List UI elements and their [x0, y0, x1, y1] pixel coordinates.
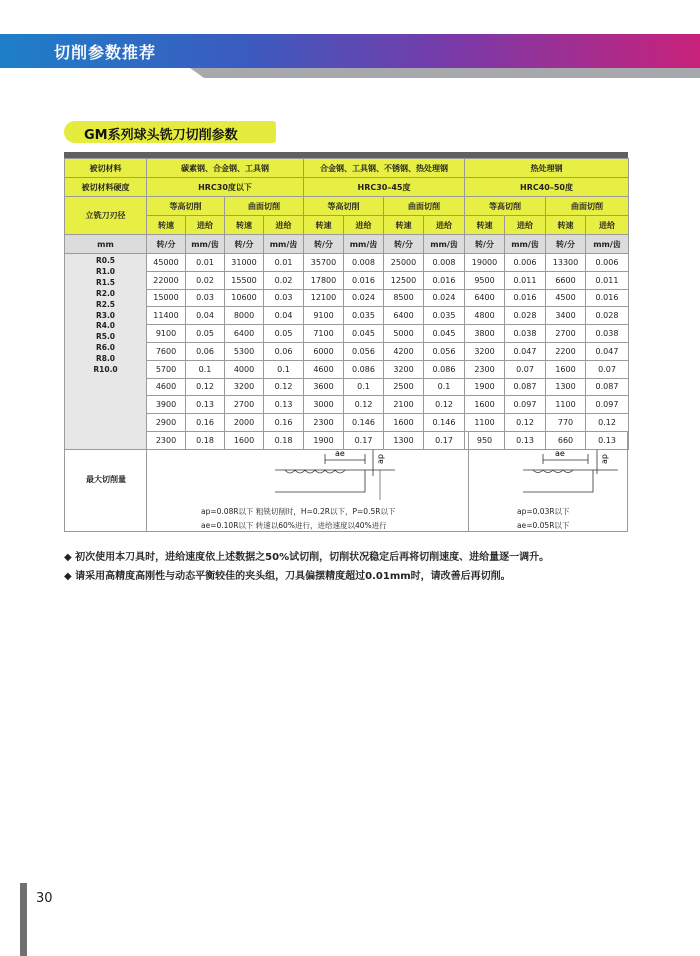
table-cell: 0.01	[264, 254, 304, 272]
table-cell: 0.056	[424, 342, 465, 360]
section-title-pill	[64, 121, 276, 143]
speed-unit: 转/分	[384, 235, 424, 254]
table-row	[65, 271, 629, 289]
speed-unit: 转/分	[225, 235, 264, 254]
radius-label: R6.0	[95, 343, 116, 353]
table-cell: 0.011	[586, 271, 629, 289]
table-cell: 31000	[225, 254, 264, 272]
table-cell: 3800	[465, 325, 505, 343]
table-cell: 0.12	[264, 378, 304, 396]
group-2-hardness: HRC30–45度	[304, 178, 465, 197]
table-cell: 22000	[147, 271, 186, 289]
speed-header: 转速	[465, 216, 505, 235]
table-cell: 1600	[225, 431, 264, 449]
table-cell: 0.12	[186, 378, 225, 396]
table-cell: 0.07	[505, 360, 546, 378]
table-cell: 0.12	[344, 396, 384, 414]
table-cell: 660	[546, 431, 586, 449]
table-cell: 5000	[384, 325, 424, 343]
table-cell: 2700	[225, 396, 264, 414]
table-cell: 4200	[384, 342, 424, 360]
feed-unit: mm/齿	[586, 235, 629, 254]
label-material: 被切材料	[65, 159, 147, 178]
table-cell: 9100	[304, 307, 344, 325]
table-cell: 0.1	[186, 360, 225, 378]
max-cut-note-left-1: ap=0.08R以下 粗铣切削时，H=0.2R以下，P=0.5R以下	[201, 507, 396, 516]
ap-label: ap	[376, 454, 385, 464]
radius-label: R2.5	[95, 299, 116, 309]
table-cell: 0.03	[264, 289, 304, 307]
table-cell: 2500	[384, 378, 424, 396]
table-cell: 2300	[147, 431, 186, 449]
table-cell: 15000	[147, 289, 186, 307]
feed-header: 进给	[586, 216, 629, 235]
radius-label: R4.0	[95, 321, 116, 331]
table-cell: 0.087	[505, 378, 546, 396]
max-cut-section	[64, 432, 628, 532]
table-row	[65, 307, 629, 325]
table-cell: 12500	[384, 271, 424, 289]
ball-end-cut-diagram-left	[255, 440, 405, 510]
table-cell: 0.12	[505, 414, 546, 432]
usage-notes	[64, 548, 549, 586]
table-cell: 0.006	[586, 254, 629, 272]
feed-header: 进给	[344, 216, 384, 235]
table-cell: 9500	[465, 271, 505, 289]
table-cell: 0.045	[344, 325, 384, 343]
table-cell: 0.047	[586, 342, 629, 360]
table-cell: 0.038	[586, 325, 629, 343]
radius-label: R0.5	[95, 256, 116, 265]
table-cell: 0.047	[505, 342, 546, 360]
table-cell: 3600	[304, 378, 344, 396]
table-cell: 6000	[304, 342, 344, 360]
group-1-hardness: HRC30度以下	[147, 178, 304, 197]
table-cell: 0.016	[505, 289, 546, 307]
label-hardness: 被切材料硬度	[65, 178, 147, 197]
table-cell: 0.008	[344, 254, 384, 272]
table-cell: 4000	[225, 360, 264, 378]
table-cell: 0.16	[186, 414, 225, 432]
radius-label: R2.0	[95, 288, 116, 298]
usage-note: ◆ 初次使用本刀具时，进给速度依上述数据之50%试切削，切削状况稳定后再将切削速度、进给量逐一调升。	[64, 552, 550, 563]
mode-contour: 等高切削	[304, 197, 384, 216]
table-cell: 2100	[384, 396, 424, 414]
table-cell: 1600	[384, 414, 424, 432]
table-cell: 4500	[546, 289, 586, 307]
table-cell: 45000	[147, 254, 186, 272]
mode-contour: 等高切削	[147, 197, 225, 216]
table-cell: 3200	[225, 378, 264, 396]
table-cell: 0.05	[264, 325, 304, 343]
table-cell: 0.097	[505, 396, 546, 414]
table-cell: 3200	[465, 342, 505, 360]
feed-header: 进给	[505, 216, 546, 235]
table-cell: 0.12	[424, 396, 465, 414]
table-cell: 1900	[304, 431, 344, 449]
table-cell: 0.13	[186, 396, 225, 414]
table-cell: 0.038	[505, 325, 546, 343]
table-cell: 950	[465, 431, 505, 449]
table-cell: 3000	[304, 396, 344, 414]
group-1-material: 碳素钢、合金钢、工具钢	[147, 159, 304, 178]
feed-unit: mm/齿	[186, 235, 225, 254]
max-cut-label-cell	[65, 432, 147, 532]
table-cell: 0.006	[505, 254, 546, 272]
table-cell: 1300	[384, 431, 424, 449]
table-cell: 3900	[147, 396, 186, 414]
table-cell: 0.12	[586, 414, 629, 432]
table-cell: 0.17	[344, 431, 384, 449]
table-cell: 0.04	[186, 307, 225, 325]
table-cell: 25000	[384, 254, 424, 272]
table-cell: 0.097	[586, 396, 629, 414]
table-cell: 5300	[225, 342, 264, 360]
table-cell: 11400	[147, 307, 186, 325]
table-cell: 0.087	[586, 378, 629, 396]
table-cell: 0.17	[424, 431, 465, 449]
ap-label: ap	[600, 454, 609, 464]
label-diameter: 立铣刀刃径	[65, 197, 147, 235]
cutting-parameter-table	[64, 152, 628, 450]
speed-unit: 转/分	[465, 235, 505, 254]
feed-header: 进给	[264, 216, 304, 235]
table-cell: 13300	[546, 254, 586, 272]
table-cell: 0.035	[344, 307, 384, 325]
table-cell: 0.008	[424, 254, 465, 272]
table-row	[65, 396, 629, 414]
table-cell: 0.02	[264, 271, 304, 289]
ae-label: ae	[555, 449, 565, 458]
table-cell: 6400	[465, 289, 505, 307]
max-cut-note-right-2: ae=0.05R以下	[517, 521, 570, 530]
table-cell: 6600	[546, 271, 586, 289]
table-cell: 770	[546, 414, 586, 432]
group-3-hardness: HRC40–50度	[465, 178, 629, 197]
table-cell: 3400	[546, 307, 586, 325]
feed-unit: mm/齿	[424, 235, 465, 254]
max-cut-note-right-1: ap=0.03R以下	[517, 507, 570, 516]
ae-label: ae	[335, 449, 345, 458]
table-cell: 0.086	[344, 360, 384, 378]
table-cell: 0.024	[344, 289, 384, 307]
table-cell: 2300	[465, 360, 505, 378]
max-cut-divider	[468, 432, 469, 532]
table-cell: 0.146	[424, 414, 465, 432]
table-cell: 0.1	[264, 360, 304, 378]
table-cell: 0.016	[344, 271, 384, 289]
table-cell: 12100	[304, 289, 344, 307]
table-row	[65, 325, 629, 343]
table-cell: 0.03	[186, 289, 225, 307]
table-cell: 5700	[147, 360, 186, 378]
usage-note: ◆ 请采用高精度高刚性与动态平衡较佳的夹头组，刀具偏摆精度超过0.01mm时，请改善后再切削。	[64, 571, 511, 582]
max-cut-note-left-2: ae=0.10R以下 转速以60%进行，进给速度以40%进行	[201, 521, 387, 530]
mode-surface: 曲面切削	[546, 197, 629, 216]
table-cell: 8000	[225, 307, 264, 325]
feed-header: 进给	[424, 216, 465, 235]
radius-label: R10.0	[93, 365, 118, 375]
speed-unit: 转/分	[304, 235, 344, 254]
group-2-material: 合金钢、工具钢、不锈钢、热处理钢	[304, 159, 465, 178]
table-row	[65, 289, 629, 307]
feed-unit: mm/齿	[505, 235, 546, 254]
table-cell: 0.011	[505, 271, 546, 289]
table-cell: 0.13	[505, 431, 546, 449]
table-cell: 0.016	[586, 289, 629, 307]
feed-unit: mm/齿	[344, 235, 384, 254]
page-number: 30	[36, 891, 53, 906]
mode-surface: 曲面切削	[384, 197, 465, 216]
max-cut-label: 最大切削量	[86, 475, 126, 484]
table-cell: 0.01	[186, 254, 225, 272]
table-row	[65, 378, 629, 396]
table-cell: 2300	[304, 414, 344, 432]
speed-header: 转速	[546, 216, 586, 235]
table-cell: 0.04	[264, 307, 304, 325]
mode-contour: 等高切削	[465, 197, 546, 216]
radius-label: R3.0	[95, 310, 116, 320]
table-cell: 7100	[304, 325, 344, 343]
header-title: 切削参数推荐	[54, 43, 157, 62]
table-cell: 1600	[546, 360, 586, 378]
table-cell: 2000	[225, 414, 264, 432]
table-cell: 0.028	[586, 307, 629, 325]
radius-label: R8.0	[95, 354, 116, 364]
table-cell: 0.1	[424, 378, 465, 396]
table-cell: 0.146	[344, 414, 384, 432]
table-cell: 8500	[384, 289, 424, 307]
table-cell: 2700	[546, 325, 586, 343]
table-cell: 1600	[465, 396, 505, 414]
table-cell: 0.024	[424, 289, 465, 307]
speed-unit: 转/分	[546, 235, 586, 254]
table-cell: 2900	[147, 414, 186, 432]
mode-surface: 曲面切削	[225, 197, 304, 216]
table-row	[65, 254, 629, 272]
table-cell: 0.05	[186, 325, 225, 343]
table-cell: 4600	[304, 360, 344, 378]
table-row	[65, 414, 629, 432]
table-cell: 0.07	[586, 360, 629, 378]
table-cell: 4600	[147, 378, 186, 396]
table-cell: 1100	[546, 396, 586, 414]
table-cell: 9100	[147, 325, 186, 343]
table-cell: 0.016	[424, 271, 465, 289]
table-cell: 2200	[546, 342, 586, 360]
radius-label: R5.0	[95, 332, 116, 342]
speed-unit: 转/分	[147, 235, 186, 254]
ball-end-cut-diagram-right	[513, 440, 623, 510]
header-band	[0, 34, 700, 68]
radius-list	[65, 254, 147, 450]
table-cell: 0.13	[264, 396, 304, 414]
table-cell: 0.035	[424, 307, 465, 325]
table-cell: 7600	[147, 342, 186, 360]
table-cell: 0.02	[186, 271, 225, 289]
page-edge-bar	[20, 883, 27, 956]
table-cell: 10600	[225, 289, 264, 307]
table-cell: 0.13	[586, 431, 629, 449]
table-cell: 15500	[225, 271, 264, 289]
table-cell: 17800	[304, 271, 344, 289]
radius-label: R1.5	[95, 277, 116, 287]
group-3-material: 热处理钢	[465, 159, 629, 178]
table-cell: 0.06	[264, 342, 304, 360]
table-row	[65, 342, 629, 360]
header-underline	[190, 68, 700, 78]
table-cell: 0.06	[186, 342, 225, 360]
speed-header: 转速	[147, 216, 186, 235]
table-cell: 1100	[465, 414, 505, 432]
table-cell: 6400	[384, 307, 424, 325]
table-cell: 4800	[465, 307, 505, 325]
table-cell: 35700	[304, 254, 344, 272]
table-cell: 0.1	[344, 378, 384, 396]
speed-header: 转速	[304, 216, 344, 235]
table-cell: 0.028	[505, 307, 546, 325]
table-cell: 3200	[384, 360, 424, 378]
label-mm: mm	[65, 235, 147, 254]
section-title: GM系列球头铣刀切削参数	[84, 128, 238, 143]
table-cell: 1900	[465, 378, 505, 396]
table-cell: 0.086	[424, 360, 465, 378]
table-cell: 0.045	[424, 325, 465, 343]
speed-header: 转速	[225, 216, 264, 235]
table-cell: 0.056	[344, 342, 384, 360]
table-cell: 0.18	[186, 431, 225, 449]
table-row	[65, 360, 629, 378]
radius-label: R1.0	[95, 266, 116, 276]
table-cell: 6400	[225, 325, 264, 343]
feed-unit: mm/齿	[264, 235, 304, 254]
table-cell: 19000	[465, 254, 505, 272]
speed-header: 转速	[384, 216, 424, 235]
feed-header: 进给	[186, 216, 225, 235]
table-cell: 1300	[546, 378, 586, 396]
table-cell: 0.18	[264, 431, 304, 449]
table-cell: 0.16	[264, 414, 304, 432]
